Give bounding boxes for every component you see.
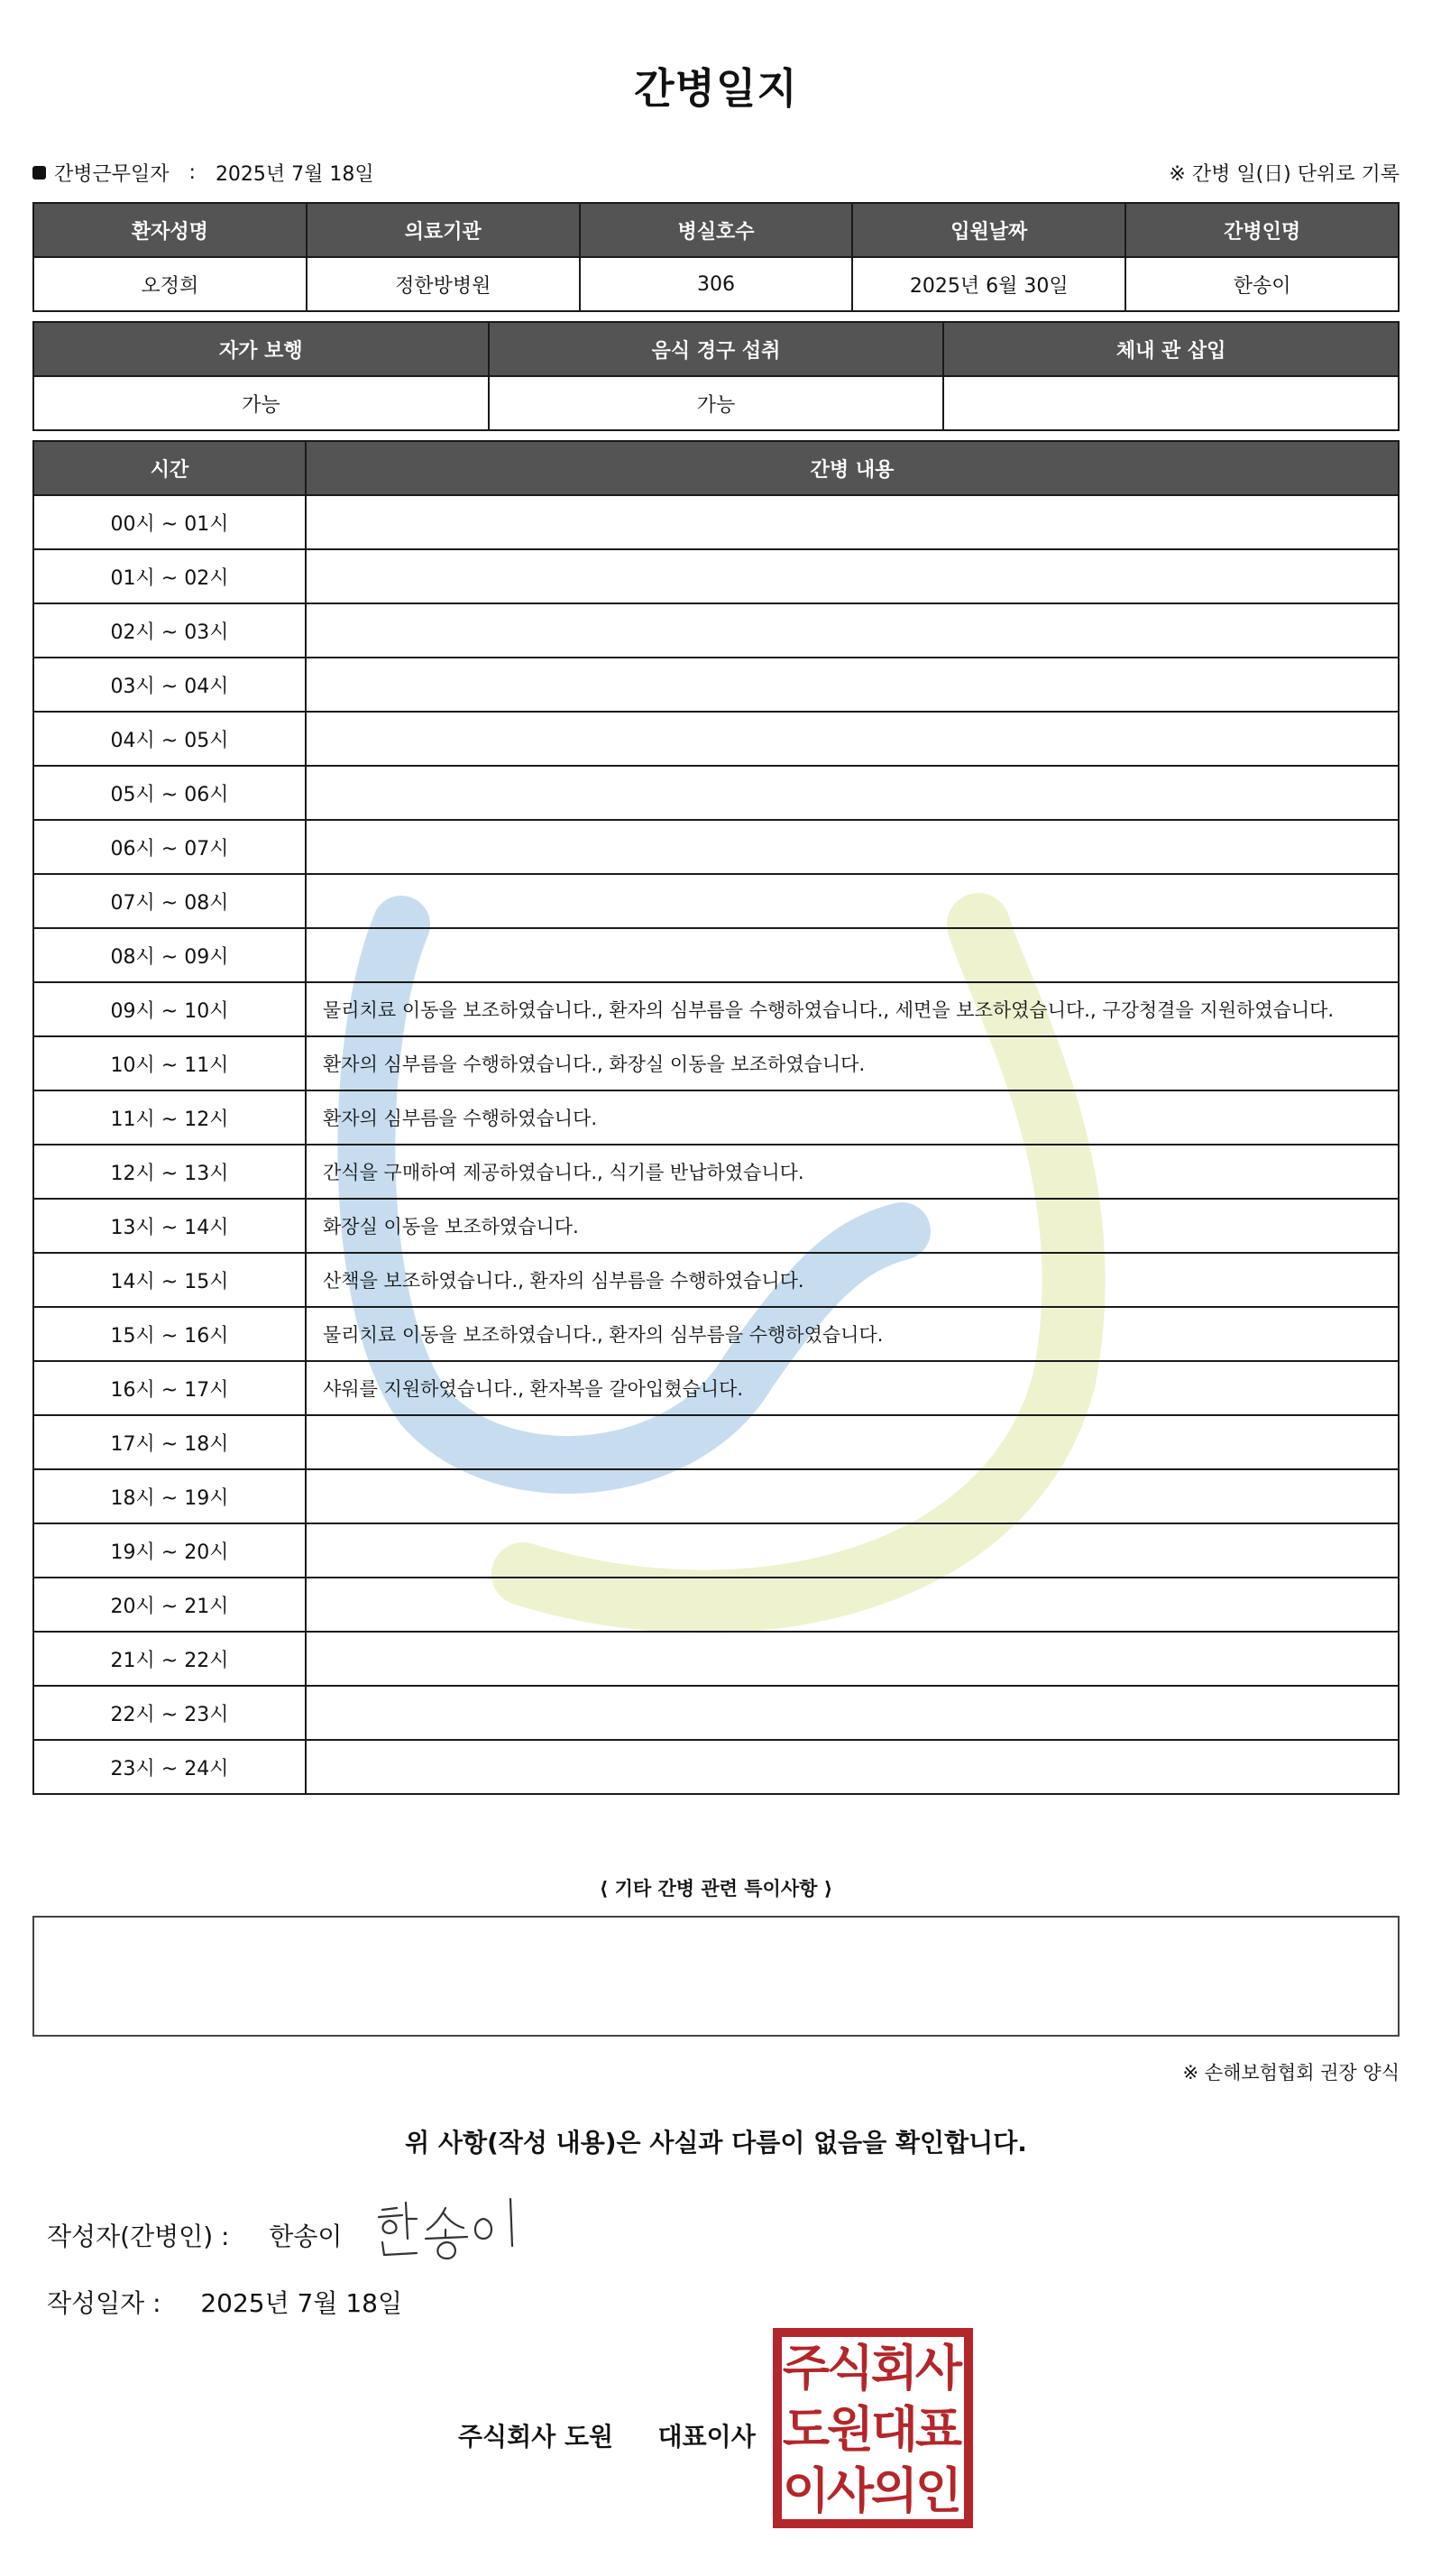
page-title: 간병일지 (634, 64, 798, 113)
company-title: 대표이사 (657, 2422, 756, 2452)
table-row (33, 495, 1399, 549)
time-slot: 04시 ~ 05시 (33, 712, 306, 766)
patient-name: 오정희 (33, 257, 307, 311)
table-row (33, 874, 1399, 928)
time-slot: 07시 ~ 08시 (33, 874, 306, 928)
writer-label: 작성자(간병인) : (47, 2222, 230, 2251)
table-row (33, 1740, 1399, 1794)
time-slot: 20시 ~ 21시 (33, 1578, 306, 1632)
self-walking-value: 가능 (33, 376, 489, 430)
table-row (33, 1199, 1399, 1253)
table-row (33, 712, 1399, 766)
care-content (306, 1415, 1399, 1469)
time-slot: 14시 ~ 15시 (33, 1253, 306, 1307)
seal-glyph: 원 (826, 2401, 875, 2458)
written-date-line (47, 2284, 402, 2320)
seal-glyph: 주 (782, 2340, 831, 2397)
time-slot: 06시 ~ 07시 (33, 820, 306, 874)
table-row (33, 982, 1399, 1036)
time-slot: 12시 ~ 13시 (33, 1145, 306, 1199)
care-content (306, 928, 1399, 982)
written-date-label: 작성일자 : (47, 2288, 161, 2318)
seal-glyph: 도 (782, 2401, 831, 2458)
notes-title: ⟨ 기타 간병 관련 특이사항 ⟩ (599, 1878, 833, 1900)
seal-glyph: 사 (914, 2340, 963, 2397)
handwritten-signature (370, 2183, 523, 2264)
header-oral-intake: 음식 경구 섭취 (489, 322, 944, 376)
writer-name: 한송이 (269, 2222, 343, 2251)
care-content: 산책을 보조하였습니다., 환자의 심부름을 수행하였습니다. (306, 1253, 1399, 1307)
record-note: ※ 간병 일(日) 단위로 기록 (1169, 163, 1400, 186)
company-line (458, 2417, 756, 2453)
time-slot: 03시 ~ 04시 (33, 658, 306, 712)
room-number: 306 (580, 257, 853, 311)
writer-line (47, 2217, 342, 2253)
tube-insertion-value (943, 376, 1399, 430)
care-content (306, 1740, 1399, 1794)
work-date (32, 159, 374, 187)
care-content (306, 766, 1399, 820)
care-content (306, 1469, 1399, 1523)
table-row (33, 1090, 1399, 1145)
patient-info-table (32, 202, 1400, 312)
care-content: 화장실 이동을 보조하였습니다. (306, 1199, 1399, 1253)
work-date-separator: : (188, 161, 196, 184)
time-slot: 23시 ~ 24시 (33, 1740, 306, 1794)
admission-date: 2025년 6월 30일 (852, 257, 1125, 311)
header-hospital: 의료기관 (307, 203, 580, 257)
time-slot: 13시 ~ 14시 (33, 1199, 306, 1253)
seal-glyph: 의 (870, 2462, 919, 2519)
care-content (306, 1523, 1399, 1578)
table-row (33, 1253, 1399, 1307)
confirmation-statement: 위 사항(작성 내용)은 사실과 다름이 없음을 확인합니다. (405, 2128, 1027, 2157)
table-row (33, 820, 1399, 874)
time-slot: 05시 ~ 06시 (33, 766, 306, 820)
seal-glyph: 사 (826, 2462, 875, 2519)
table-row (33, 1036, 1399, 1090)
oral-intake-value: 가능 (489, 376, 944, 430)
hospital-name: 정한방병원 (307, 257, 580, 311)
time-slot: 19시 ~ 20시 (33, 1523, 306, 1578)
header-self-walking: 자가 보행 (33, 322, 489, 376)
seal-glyph: 이 (782, 2462, 831, 2519)
header-care-content: 간병 내용 (306, 441, 1399, 495)
header-patient-name: 환자성명 (33, 203, 307, 257)
care-content (306, 549, 1399, 603)
header-admission-date: 입원날짜 (852, 203, 1125, 257)
seal-glyph: 인 (914, 2462, 963, 2519)
table-row (33, 549, 1399, 603)
care-content: 물리치료 이동을 보조하였습니다., 환자의 심부름을 수행하였습니다. (306, 1307, 1399, 1361)
header-room-number: 병실호수 (580, 203, 853, 257)
table-row (33, 928, 1399, 982)
care-content: 물리치료 이동을 보조하였습니다., 환자의 심부름을 수행하였습니다., 세면을 보조하였습니다., 구강청결을 지원하였습니다. (306, 982, 1399, 1036)
company-seal-stamp (772, 2327, 974, 2529)
time-slot: 08시 ~ 09시 (33, 928, 306, 982)
care-content (306, 495, 1399, 549)
table-row (33, 1145, 1399, 1199)
care-content: 샤워를 지원하였습니다., 환자복을 갈아입혔습니다. (306, 1361, 1399, 1415)
patient-status-table (32, 321, 1400, 431)
time-slot: 18시 ~ 19시 (33, 1469, 306, 1523)
time-slot: 16시 ~ 17시 (33, 1361, 306, 1415)
time-slot: 00시 ~ 01시 (33, 495, 306, 549)
time-slot: 02시 ~ 03시 (33, 603, 306, 658)
time-slot: 09시 ~ 10시 (33, 982, 306, 1036)
table-row (33, 1469, 1399, 1523)
notes-box (32, 1916, 1400, 2037)
care-content (306, 1632, 1399, 1686)
care-content (306, 1686, 1399, 1740)
care-content: 간식을 구매하여 제공하였습니다., 식기를 반납하였습니다. (306, 1145, 1399, 1199)
table-row (33, 1523, 1399, 1578)
time-slot: 10시 ~ 11시 (33, 1036, 306, 1090)
seal-glyph: 대 (870, 2401, 919, 2458)
work-date-value: 2025년 7월 18일 (215, 163, 374, 186)
care-content (306, 712, 1399, 766)
company-name: 주식회사 도원 (458, 2422, 614, 2452)
seal-glyph: 식 (826, 2340, 875, 2397)
header-time: 시간 (33, 441, 306, 495)
time-slot: 15시 ~ 16시 (33, 1307, 306, 1361)
care-content: 환자의 심부름을 수행하였습니다. (306, 1090, 1399, 1145)
care-content (306, 1578, 1399, 1632)
table-row (33, 658, 1399, 712)
care-content (306, 820, 1399, 874)
time-slot: 17시 ~ 18시 (33, 1415, 306, 1469)
seal-glyph: 회 (870, 2340, 919, 2397)
header-tube-insertion: 체내 관 삽입 (943, 322, 1399, 376)
time-slot: 11시 ~ 12시 (33, 1090, 306, 1145)
bullet-icon (32, 166, 46, 179)
time-slot: 21시 ~ 22시 (33, 1632, 306, 1686)
table-row (33, 603, 1399, 658)
written-date-value: 2025년 7월 18일 (200, 2288, 402, 2318)
care-content (306, 874, 1399, 928)
care-content (306, 603, 1399, 658)
table-row (33, 1578, 1399, 1632)
work-date-label: 간병근무일자 (54, 163, 170, 186)
table-row (33, 1632, 1399, 1686)
table-row (33, 1686, 1399, 1740)
header-caregiver-name: 간병인명 (1125, 203, 1399, 257)
care-content (306, 658, 1399, 712)
table-row (33, 1361, 1399, 1415)
table-row (33, 1307, 1399, 1361)
care-content: 환자의 심부름을 수행하였습니다., 화장실 이동을 보조하였습니다. (306, 1036, 1399, 1090)
time-slot: 22시 ~ 23시 (33, 1686, 306, 1740)
table-row (33, 766, 1399, 820)
caregiver-name: 한송이 (1125, 257, 1399, 311)
care-log-table (32, 440, 1400, 1795)
form-note: ※ 손해보험협회 권장 양식 (1182, 2062, 1400, 2084)
table-row (33, 1415, 1399, 1469)
seal-glyph: 표 (914, 2401, 963, 2458)
time-slot: 01시 ~ 02시 (33, 549, 306, 603)
